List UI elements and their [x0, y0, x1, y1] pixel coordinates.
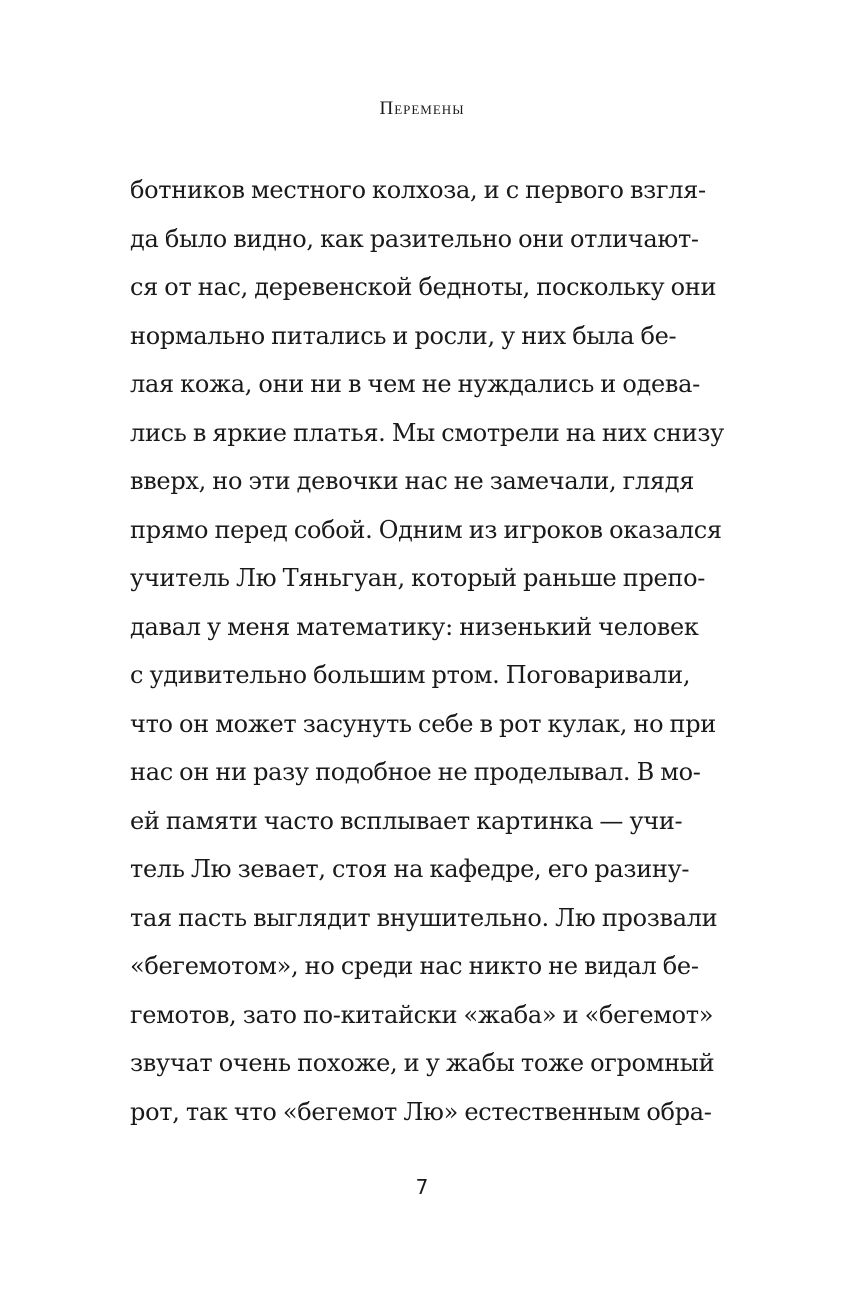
text-line: учитель Лю Тяньгуан, который раньше препо-: [130, 564, 706, 592]
text-line: прямо перед собой. Одним из игроков оказался: [130, 515, 722, 544]
text-line: рот, так что «бегемот Лю» естественным обра-: [130, 1097, 712, 1126]
text-line: звучат очень похоже, и у жабы тоже огромный: [130, 1049, 715, 1077]
text-line: что он может засунуть себе в рот кулак, но при: [130, 709, 717, 738]
text-line: ся от нас, деревенской бедноты, поскольку они: [130, 273, 717, 301]
page-number: 7: [415, 1175, 429, 1199]
text-line: да было видно, как разительно они отличают-: [130, 224, 699, 253]
text-line: тель Лю зевает, стоя на кафедре, его разину-: [130, 855, 690, 883]
text-line: вверх, но эти девочки нас не замечали, глядя: [130, 467, 695, 495]
text-line: ботников местного колхоза, и с первого взгля-: [130, 176, 706, 204]
text-line: лись в яркие платья. Мы смотрели на них снизу: [130, 418, 724, 447]
running-head-title: Перемены: [379, 98, 465, 119]
text-line: нормально питались и росли, у них была бе-: [130, 321, 677, 350]
text-line: тая пасть выглядит внушительно. Лю прозвали: [130, 903, 718, 932]
body-text: [130, 166, 724, 1136]
text-line: «бегемотом», но среди нас никто не видал бе-: [130, 952, 699, 980]
text-line: давал у меня математику: низенький человек: [130, 612, 699, 641]
text-line: нас он ни разу подобное не проделывал. В мо-: [130, 758, 701, 786]
text-line: с удивительно большим ртом. Поговаривали,: [130, 661, 691, 689]
text-line: ей памяти часто всплывает картинка — учи-: [130, 806, 683, 835]
text-line: лая кожа, они ни в чем не нуждались и одева-: [130, 370, 700, 398]
text-line: гемотов, зато по-китайски «жаба» и «бегемот»: [130, 1000, 714, 1029]
